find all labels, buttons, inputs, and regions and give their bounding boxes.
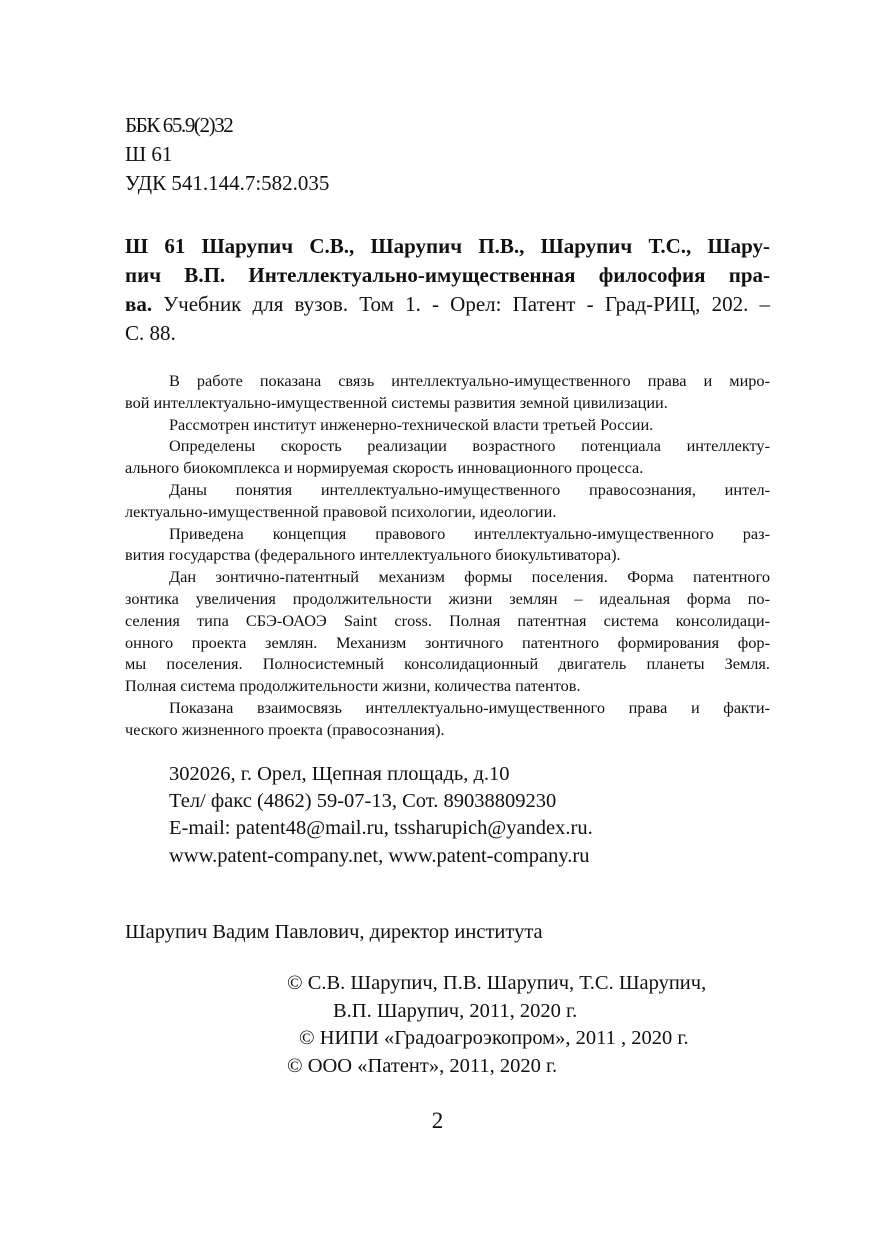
abstract-line: Определены скорость реализации возрастного потенциала интеллекту- bbox=[169, 436, 770, 456]
copyright-nipi: © НИПИ «Градоагроэкопром», 2011 , 2020 г. bbox=[299, 1027, 689, 1049]
address: 302026, г. Орел, Щепная площадь, д.10 bbox=[169, 763, 510, 785]
biblio-line bbox=[125, 261, 770, 290]
copyright-patent: © ООО «Патент», 2011, 2020 г. bbox=[287, 1054, 558, 1077]
biblio-title-end: ва. bbox=[125, 292, 153, 316]
abstract-line: ального биокомплекса и нормируемая скорость инновационного процесса. bbox=[125, 458, 644, 478]
biblio-line bbox=[125, 290, 770, 319]
biblio-pages: С. 88. bbox=[125, 321, 176, 345]
biblio-authors-title: пич В.П. Интеллектуально-имущественная философия пра- bbox=[125, 263, 770, 287]
page-number: 2 bbox=[431, 1108, 444, 1133]
bbk-code: ББК 65.9(2)32 bbox=[125, 113, 233, 137]
abstract-line: вития государства (федерального интеллектуального биокультиватора). bbox=[125, 545, 621, 565]
abstract-line: селения типа СБЭ-ОАОЭ Saint cross. Полная патентная система консолидаци- bbox=[125, 610, 770, 630]
abstract-line: Показана взаимосвязь интеллектуально-имущественного права и факти- bbox=[169, 697, 770, 717]
abstract-line: Полная система продолжительности жизни, количества патентов. bbox=[125, 676, 581, 696]
email: E-mail: patent48@mail.ru, tssharupich@yandex.ru. bbox=[169, 817, 593, 840]
udk-code: УДК 541.144.7:582.035 bbox=[125, 171, 330, 195]
author-mark: Ш 61 bbox=[125, 142, 173, 166]
biblio-publication: Учебник для вузов. Том 1. - Орел: Патент - Град-РИЦ, 202. – bbox=[152, 292, 770, 316]
biblio-authors-1: Ш 61 Шарупич С.В., Шарупич П.В., Шарупич Т.С., Шару- bbox=[125, 234, 770, 258]
abstract-line: мы поселения. Полносистемный консолидационный двигатель планеты Земля. bbox=[125, 654, 770, 674]
abstract-line: Приведена концепция правового интеллектуально-имущественного раз- bbox=[169, 523, 770, 543]
biblio-line bbox=[125, 232, 770, 261]
contacts-block bbox=[169, 761, 593, 870]
classification-block bbox=[125, 111, 329, 198]
copyright-authors-cont: В.П. Шарупич, 2011, 2020 г. bbox=[333, 999, 578, 1022]
abstract-line: ческого жизненного проекта (правосознания). bbox=[125, 719, 445, 739]
websites: www.patent-company.net, www.patent-company.ru bbox=[169, 844, 590, 867]
abstract-line: лектуально-имущественной правовой психологии, идеологии. bbox=[125, 501, 557, 521]
abstract-line: Даны понятия интеллектуально-имущественного правосознания, интел- bbox=[169, 479, 770, 499]
copyright-authors: © С.В. Шарупич, П.В. Шарупич, Т.С. Шарупич, bbox=[287, 972, 707, 994]
bibliographic-description bbox=[125, 232, 770, 348]
copyright-block bbox=[287, 970, 706, 1080]
abstract-line: В работе показана связь интеллектуально-имущественного права и миро- bbox=[169, 371, 770, 390]
abstract-line: онного проекта землян. Механизм зонтичного патентного формирования фор- bbox=[125, 632, 770, 652]
abstract bbox=[125, 370, 770, 741]
abstract-line: Дан зонтично-патентный механизм формы поселения. Форма патентного bbox=[169, 567, 770, 587]
author-line: Шарупич Вадим Павлович, директор института bbox=[125, 921, 543, 943]
phone: Тел/ факс (4862) 59-07-13, Сот. 89038809230 bbox=[169, 790, 557, 813]
abstract-line: Рассмотрен институт инженерно-технической власти третьей России. bbox=[169, 414, 654, 434]
abstract-line: вой интеллектуально-имущественной системы развития земной цивилизации. bbox=[125, 392, 668, 412]
abstract-line: зонтика увеличения продолжительности жизни землян – идеальная форма по- bbox=[125, 588, 770, 608]
